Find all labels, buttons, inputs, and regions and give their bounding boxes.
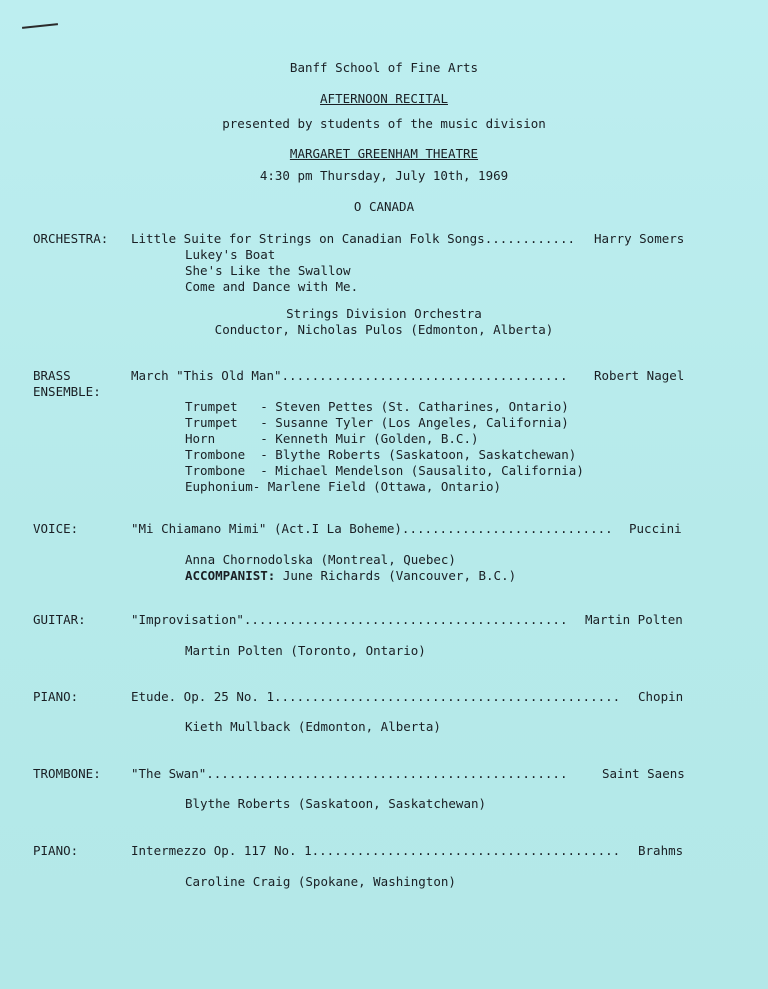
orchestra-ensemble: Strings Division Orchestra [286, 306, 482, 321]
pen-mark [22, 23, 58, 29]
school-name: Banff School of Fine Arts [289, 60, 479, 75]
orchestra-composer: Harry Somers [594, 231, 685, 246]
voice-performer: Anna Chornodolska (Montreal, Quebec) [185, 552, 456, 567]
guitar-composer: Martin Polten [585, 612, 683, 627]
accompanist-label: ACCOMPANIST: [185, 568, 276, 583]
brass-piece: March "This Old Man"...................................... [131, 368, 568, 383]
section-label-ensemble: ENSEMBLE: [33, 384, 101, 399]
brass-player: Trombone - Blythe Roberts (Saskatoon, Saskatchewan) [185, 447, 577, 462]
brass-player: Horn - Kenneth Muir (Golden, B.C.) [185, 431, 479, 446]
theatre-name: MARGARET GREENHAM THEATRE [289, 146, 479, 161]
piano-performer: Caroline Craig (Spokane, Washington) [185, 874, 456, 889]
brass-player: Euphonium- Marlene Field (Ottawa, Ontario) [185, 479, 502, 494]
piano-composer: Brahms [638, 843, 684, 858]
recital-title: AFTERNOON RECITAL [320, 91, 448, 106]
piano-composer: Chopin [638, 689, 684, 704]
voice-piece: "Mi Chiamano Mimi" (Act.I La Boheme)............................ [131, 521, 613, 536]
section-label-piano: PIANO: [33, 689, 79, 704]
orchestra-song: Lukey's Boat [185, 247, 276, 262]
orchestra-piece: Little Suite for Strings on Canadian Folk Songs............ [131, 231, 576, 246]
section-label-voice: VOICE: [33, 521, 79, 536]
brass-player: Trumpet - Susanne Tyler (Los Angeles, California) [185, 415, 569, 430]
accompanist-name: June Richards (Vancouver, B.C.) [275, 568, 517, 583]
date-time: 4:30 pm Thursday, July 10th, 1969 [259, 168, 509, 183]
section-label-brass: BRASS [33, 368, 71, 383]
piano-piece: Etude. Op. 25 No. 1.............................................. [131, 689, 621, 704]
section-label-piano: PIANO: [33, 843, 79, 858]
section-label-trombone: TROMBONE: [33, 766, 101, 781]
brass-player: Trumpet - Steven Pettes (St. Catharines, Ontario) [185, 399, 569, 414]
guitar-performer: Martin Polten (Toronto, Ontario) [185, 643, 426, 658]
orchestra-conductor: Conductor, Nicholas Pulos (Edmonton, Alberta) [214, 322, 554, 337]
orchestra-song: Come and Dance with Me. [185, 279, 359, 294]
piano-piece: Intermezzo Op. 117 No. 1......................................... [131, 843, 621, 858]
presented-line: presented by students of the music division [222, 116, 546, 131]
trombone-performer: Blythe Roberts (Saskatoon, Saskatchewan) [185, 796, 487, 811]
brass-player: Trombone - Michael Mendelson (Sausalito, California) [185, 463, 584, 478]
section-label-orchestra: ORCHESTRA: [33, 231, 109, 246]
voice-composer: Puccini [629, 521, 682, 536]
brass-composer: Robert Nagel [594, 368, 685, 383]
section-label-guitar: GUITAR: [33, 612, 86, 627]
trombone-composer: Saint Saens [602, 766, 685, 781]
piano-performer: Kieth Mullback (Edmonton, Alberta) [185, 719, 441, 734]
guitar-piece: "Improvisation"........................................... [131, 612, 568, 627]
anthem: O CANADA [353, 199, 415, 214]
trombone-piece: "The Swan"................................................ [131, 766, 568, 781]
orchestra-song: She's Like the Swallow [185, 263, 351, 278]
